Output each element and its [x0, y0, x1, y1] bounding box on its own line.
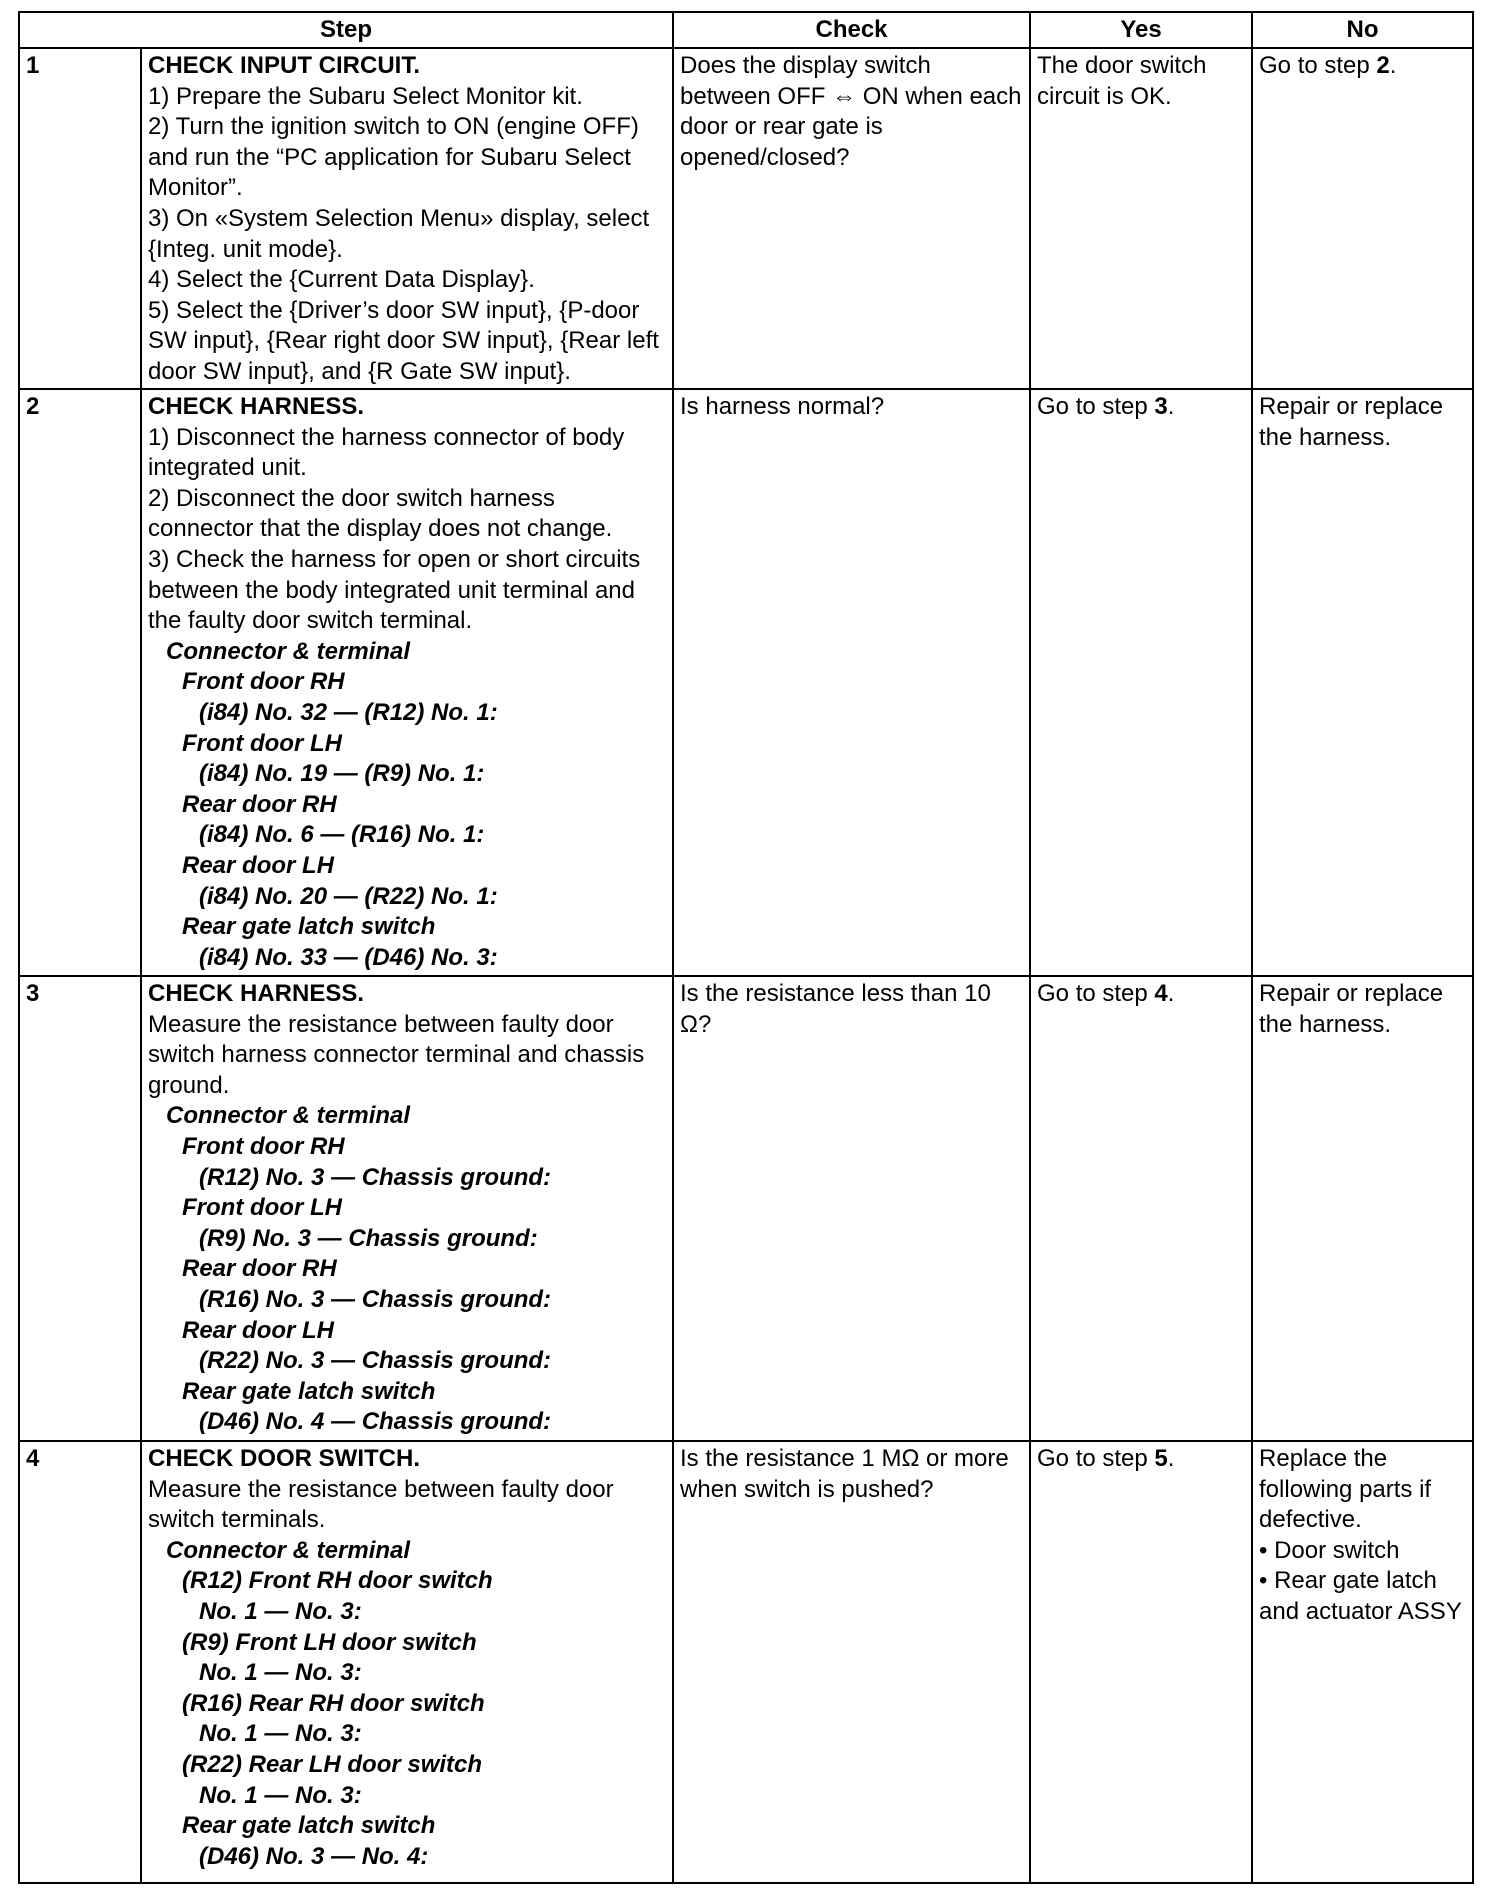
terminal-label: Rear door LH [182, 851, 335, 879]
terminal-label: Rear gate latch switch [182, 1812, 436, 1840]
yes-prefix: Go to step [1037, 1445, 1155, 1472]
step-title: CHECK INPUT CIRCUIT. [148, 52, 421, 79]
terminal-label: (R22) Rear LH door switch [182, 1750, 483, 1778]
connector-heading: Connector & terminal [166, 1102, 411, 1130]
yes-cell [1030, 389, 1252, 976]
step-line: Measure the resistance between faulty door switch harness connector terminal and chassis ground. [148, 1010, 645, 1099]
no-bullet-item: • Rear gate latch and actuator ASSY [1259, 1567, 1462, 1625]
step-line: 2) Turn the ignition switch to ON (engine OFF) and run the “PC application for Subaru Select Monitor”. [148, 113, 639, 202]
header-step: Step [19, 12, 673, 48]
step-line: 2) Disconnect the door switch harness connector that the display does not change. [148, 484, 613, 543]
step-description [141, 1441, 673, 1883]
no-cell [1252, 48, 1473, 389]
terminal-value: (R16) No. 3 — Chassis ground: [199, 1285, 552, 1313]
header-yes: Yes [1030, 12, 1252, 48]
terminal-value: (R22) No. 3 — Chassis ground: [199, 1347, 552, 1375]
terminal-value: No. 1 — No. 3: [199, 1720, 362, 1748]
no-suffix: . [1389, 52, 1397, 79]
table-row [19, 48, 1473, 389]
yes-suffix: . [1167, 393, 1175, 420]
step-line: Measure the resistance between faulty door switch terminals. [148, 1475, 614, 1534]
step-description [141, 48, 673, 389]
step-number: 3 [19, 976, 141, 1441]
check-cell: Is harness normal? [673, 389, 1030, 976]
terminal-label: Front door LH [182, 1194, 342, 1222]
terminal-label: Rear door LH [182, 1316, 335, 1344]
no-step-ref: 2 [1376, 52, 1390, 79]
yes-step-ref: 4 [1154, 980, 1168, 1007]
terminal-label: (R12) Front RH door switch [182, 1567, 493, 1595]
no-cell: Repair or replace the harness. [1252, 389, 1473, 976]
connector-heading: Connector & terminal [166, 1536, 411, 1564]
table-row [19, 976, 1473, 1441]
header-check: Check [673, 12, 1030, 48]
terminal-label: Front door RH [182, 1132, 345, 1160]
terminal-label: Front door LH [182, 729, 342, 757]
terminal-value: (D46) No. 3 — No. 4: [199, 1842, 429, 1870]
terminal-label: (R16) Rear RH door switch [182, 1689, 485, 1717]
check-cell: Is the resistance less than 10 Ω? [673, 976, 1030, 1441]
step-line: 3) Check the harness for open or short circuits between the body integrated unit terminal and the faulty door switch terminal. [148, 545, 641, 635]
no-bullet-item: • Door switch [1259, 1536, 1400, 1564]
table-row [19, 389, 1473, 976]
step-title: CHECK HARNESS. [148, 393, 365, 420]
yes-cell [1030, 1441, 1252, 1883]
terminal-value: No. 1 — No. 3: [199, 1597, 362, 1625]
no-cell: Repair or replace the harness. [1252, 976, 1473, 1441]
step-line: 1) Disconnect the harness connector of body integrated unit. [148, 423, 625, 482]
check-cell: Is the resistance 1 MΩ or more when switch is pushed? [673, 1441, 1030, 1883]
terminal-value: (i84) No. 6 — (R16) No. 1: [199, 821, 485, 849]
step-line: 3) On «System Selection Menu» display, select {Integ. unit mode}. [148, 204, 650, 263]
terminal-label: Rear gate latch switch [182, 1377, 436, 1405]
step-description [141, 389, 673, 976]
header-row [19, 12, 1473, 48]
diagnosis-table [18, 11, 1474, 1884]
step-number: 1 [19, 48, 141, 389]
yes-step-ref: 3 [1154, 393, 1168, 420]
yes-cell [1030, 976, 1252, 1441]
step-title: CHECK DOOR SWITCH. [148, 1445, 420, 1472]
step-description [141, 976, 673, 1441]
step-number: 2 [19, 389, 141, 976]
no-cell [1252, 1441, 1473, 1883]
connector-heading: Connector & terminal [166, 637, 411, 665]
step-number: 4 [19, 1441, 141, 1883]
terminal-label: Rear gate latch switch [182, 913, 436, 941]
no-prefix: Go to step [1259, 52, 1377, 79]
terminal-value: No. 1 — No. 3: [199, 1659, 362, 1687]
terminal-value: (i84) No. 20 — (R22) No. 1: [199, 882, 498, 910]
no-text: Replace the following parts if defective. [1259, 1445, 1432, 1534]
yes-step-ref: 5 [1154, 1445, 1168, 1472]
yes-prefix: Go to step [1037, 393, 1155, 420]
terminal-value: (R9) No. 3 — Chassis ground: [199, 1224, 538, 1252]
terminal-label: Rear door RH [182, 1255, 337, 1283]
yes-suffix: . [1167, 980, 1175, 1007]
terminal-value: (i84) No. 32 — (R12) No. 1: [199, 698, 498, 726]
yes-prefix: Go to step [1037, 980, 1155, 1007]
step-line: 4) Select the {Current Data Display}. [148, 266, 535, 294]
step-line: 5) Select the {Driver’s door SW input}, {P-door SW input}, {Rear right door SW input}, {Rear left door SW input}, and {R Gate SW input}. [148, 296, 659, 385]
terminal-value: No. 1 — No. 3: [199, 1781, 362, 1809]
terminal-label: Front door RH [182, 668, 345, 696]
terminal-label: (R9) Front LH door switch [182, 1628, 477, 1656]
terminal-label: Rear door RH [182, 790, 337, 818]
header-no: No [1252, 12, 1473, 48]
step-title: CHECK HARNESS. [148, 980, 365, 1007]
check-cell: Does the display switch between OFF ⇔ ON when each door or rear gate is opened/closed? [673, 48, 1030, 389]
terminal-value: (R12) No. 3 — Chassis ground: [199, 1163, 552, 1191]
terminal-value: (D46) No. 4 — Chassis ground: [199, 1408, 552, 1436]
yes-cell: The door switch circuit is OK. [1030, 48, 1252, 389]
terminal-value: (i84) No. 19 — (R9) No. 1: [199, 760, 485, 788]
terminal-value: (i84) No. 33 — (D46) No. 3: [199, 943, 498, 971]
table-row [19, 1441, 1473, 1883]
yes-suffix: . [1167, 1445, 1175, 1472]
step-line: 1) Prepare the Subaru Select Monitor kit. [148, 82, 583, 110]
